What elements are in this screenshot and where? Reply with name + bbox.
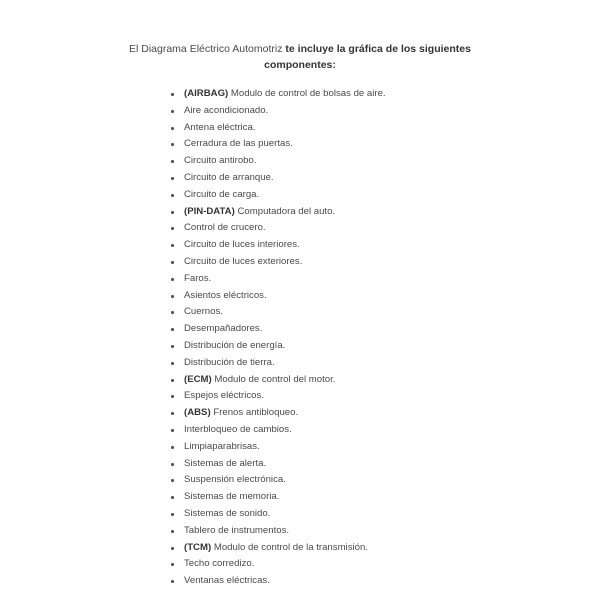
bullet-icon: [171, 479, 174, 482]
bullet-icon: [171, 547, 174, 550]
component-description: Asientos eléctricos.: [184, 289, 267, 301]
intro-bold-text: te incluye la gráfica de los siguientes componentes:: [264, 43, 471, 71]
list-item: [171, 321, 386, 338]
bullet-icon: [171, 160, 174, 163]
list-item: [171, 271, 386, 288]
component-description: Distribución de tierra.: [184, 356, 275, 368]
component-code: (ABS): [184, 407, 211, 419]
list-item: [171, 456, 386, 473]
list-item: [171, 304, 386, 321]
bullet-icon: [171, 93, 174, 96]
list-item: [171, 506, 386, 523]
component-description: Faros.: [184, 272, 212, 284]
component-description: Frenos antibloqueo.: [213, 407, 299, 419]
list-item: [171, 422, 386, 439]
list-item: [171, 405, 386, 422]
intro-paragraph: [100, 41, 500, 73]
component-description: Sistemas de memoria.: [184, 491, 280, 503]
list-item: [171, 237, 386, 254]
list-item: [171, 523, 386, 540]
bullet-icon: [171, 463, 174, 466]
bullet-icon: [171, 563, 174, 566]
bullet-icon: [171, 127, 174, 130]
list-item: [171, 556, 386, 573]
bullet-icon: [171, 328, 174, 331]
intro-regular-text: El Diagrama Eléctrico Automotriz: [129, 43, 283, 55]
bullet-icon: [171, 446, 174, 449]
bullet-icon: [171, 412, 174, 415]
list-item: [171, 170, 386, 187]
component-code: (ECM): [184, 373, 212, 385]
bullet-icon: [171, 227, 174, 230]
component-description: Espejos eléctricos.: [184, 390, 264, 402]
bullet-icon: [171, 177, 174, 180]
bullet-icon: [171, 211, 174, 214]
bullet-icon: [171, 379, 174, 382]
list-item: [171, 439, 386, 456]
list-item: [171, 489, 386, 506]
component-description: Computadora del auto.: [237, 205, 336, 217]
bullet-icon: [171, 278, 174, 281]
bullet-icon: [171, 345, 174, 348]
list-item: [171, 288, 386, 305]
list-item: [171, 153, 386, 170]
component-description: Sistemas de alerta.: [184, 457, 267, 469]
list-item: [171, 204, 386, 221]
component-description: Limpiaparabrisas.: [184, 440, 260, 452]
bullet-icon: [171, 530, 174, 533]
component-description: Suspensión electrónica.: [184, 474, 286, 486]
component-description: Aire acondicionado.: [184, 104, 269, 116]
bullet-icon: [171, 295, 174, 298]
bullet-icon: [171, 580, 174, 583]
component-code: (TCM): [184, 541, 212, 553]
component-description: Cuernos.: [184, 306, 223, 318]
component-description: Circuito de luces exteriores.: [184, 255, 303, 267]
component-code: (PIN-DATA): [184, 205, 235, 217]
component-description: Sistemas de sonido.: [184, 507, 271, 519]
bullet-icon: [171, 362, 174, 365]
list-item: [171, 355, 386, 372]
list-item: [171, 338, 386, 355]
bullet-icon: [171, 194, 174, 197]
component-description: Desempañadores.: [184, 323, 263, 335]
component-description: Modulo de control del motor.: [214, 373, 336, 385]
bullet-icon: [171, 395, 174, 398]
list-item: [171, 103, 386, 120]
bullet-icon: [171, 513, 174, 516]
component-description: Circuito de carga.: [184, 188, 260, 200]
component-description: Modulo de control de bolsas de aire.: [230, 88, 386, 99]
component-description: Circuito antirobo.: [184, 155, 257, 167]
component-description: Antena eléctrica.: [184, 121, 256, 133]
list-item: [171, 388, 386, 405]
bullet-icon: [171, 261, 174, 264]
bullet-icon: [171, 244, 174, 247]
list-item: [171, 472, 386, 489]
component-description: Cerradura de las puertas.: [184, 138, 293, 150]
bullet-icon: [171, 429, 174, 432]
component-description: Tablero de instrumentos.: [184, 524, 290, 536]
component-description: Ventanas eléctricas.: [184, 575, 270, 587]
list-item: [171, 372, 386, 389]
bullet-icon: [171, 496, 174, 499]
list-item: [171, 573, 386, 590]
component-description: Modulo de control de la transmisión.: [213, 541, 368, 553]
component-description: Interbloqueo de cambios.: [184, 423, 292, 435]
list-item: [171, 220, 386, 237]
list-item: [171, 187, 386, 204]
component-description: Circuito de arranque.: [184, 171, 274, 183]
list-item: [171, 136, 386, 153]
list-item: [171, 86, 386, 103]
components-list: [171, 86, 386, 590]
list-item: [171, 254, 386, 271]
bullet-icon: [171, 110, 174, 113]
bullet-icon: [171, 311, 174, 314]
component-code: (AIRBAG): [184, 88, 229, 99]
component-description: Techo corredizo.: [184, 558, 255, 570]
list-item: [171, 540, 386, 557]
component-description: Circuito de luces interiores.: [184, 239, 300, 251]
bullet-icon: [171, 143, 174, 146]
component-description: Control de crucero.: [184, 222, 266, 234]
component-description: Distribución de energía.: [184, 339, 286, 351]
list-item: [171, 120, 386, 137]
